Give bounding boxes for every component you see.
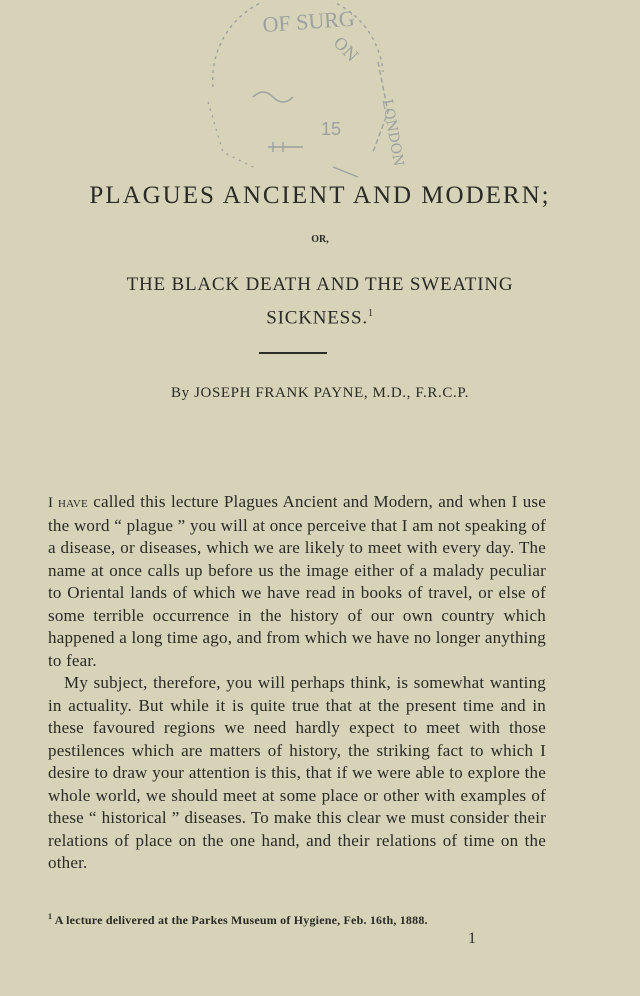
body-text — [48, 491, 546, 875]
footnote-mark: 1 — [48, 912, 53, 921]
subtitle — [0, 270, 640, 332]
title-connector: OR, — [311, 234, 329, 245]
author-byline: By JOSEPH FRANK PAYNE, M.D., F.R.C.P. — [171, 385, 469, 401]
page-title: PLAGUES ANCIENT AND MODERN; — [89, 182, 551, 209]
subtitle-line-2-text: SICKNESS. — [266, 307, 368, 329]
footnote-text: A lecture delivered at the Parkes Museum of Hygiene, Feb. 16th, 1888. — [52, 913, 428, 927]
svg-text:ON: ON — [329, 32, 363, 66]
subtitle-line-2 — [0, 299, 640, 332]
svg-text:15: 15 — [321, 119, 342, 139]
svg-text:LONDON: LONDON — [378, 97, 407, 168]
footnote-reference[interactable]: 1 — [367, 308, 374, 319]
footnote — [48, 912, 546, 928]
svg-text:OF SURG: OF SURG — [261, 5, 356, 38]
subtitle-line-1: THE BLACK DEATH AND THE SWEATING — [126, 274, 514, 295]
title-divider — [259, 352, 327, 354]
paragraph-1-text: called this lecture Plagues Ancient and Modern, and when I use the word “ plague ” you will at once perceive that I am not speaking of a disease, or diseases, which we are likely to meet with every day. The name at once calls up before us the image either of a malady peculiar to Oriental lands of which we have read in books of travel, or else of some terrible occurrence in the history of our own country which happened a long time ago, and from which we have no longer anything to fear. — [48, 492, 546, 670]
paragraph-1 — [48, 491, 546, 672]
opening-words: I have — [48, 495, 88, 511]
page-number: 1 — [468, 930, 476, 947]
paragraph-2: My subject, therefore, you will perhaps think, is somewhat wanting in actuality. But while it is quite true that at the present time and in these favoured regions we need hardly expect to meet with those pestilences which are matters of history, the striking fact to which I desire to draw your attention is this, that if we were able to explore the whole world, we should meet at some place or other with examples of these “ historical ” diseases. To make this clear we must consider their relations of place on the one hand, and their relations of time on the other. — [48, 673, 546, 872]
library-stamp-icon — [183, 2, 413, 192]
